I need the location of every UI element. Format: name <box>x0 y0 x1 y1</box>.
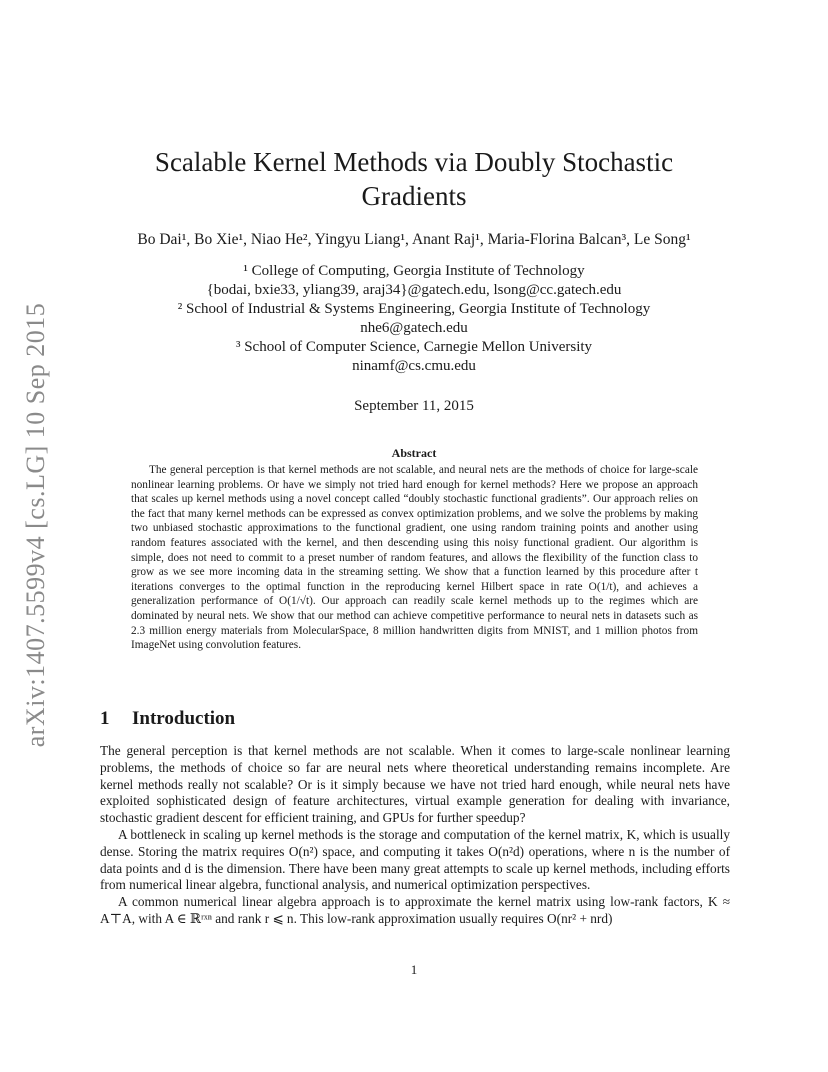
page-number: 1 <box>410 962 418 977</box>
section-title: Introduction <box>132 708 236 729</box>
author-list: Bo Dai¹, Bo Xie¹, Niao He², Yingyu Liang¹, Anant Raj¹, Maria-Florina Balcan³, Le Song¹ <box>137 231 691 248</box>
paragraph: A bottleneck in scaling up kernel methods is the storage and computation of the kernel matrix, K, which is usually dense. Storing the matrix requires O(n²) space, and computing it takes O(n²d) operations, where n is the number of data points and d is the dimension. There have been many great attempts to scale up kernel methods, including efforts from numerical linear algebra, functional analysis, and numerical optimization perspectives. <box>100 826 730 893</box>
arxiv-stamp-text: arXiv:1407.5599v4 [cs.LG] 10 Sep 2015 <box>21 302 50 748</box>
section-number: 1 <box>100 708 110 729</box>
affiliation-line: ³ School of Computer Science, Carnegie Mellon University <box>235 339 593 355</box>
affiliation-email[interactable]: {bodai, bxie33, yliang39, araj34}@gatech.edu, lsong@cc.gatech.edu <box>206 282 622 298</box>
paragraph: The general perception is that kernel methods are not scalable. When it comes to large-scale nonlinear learning problems, the methods of choice so far are neural nets where theoretical understanding remains incomplete. Are kernel methods really not scalable? Or is it simply because we have not tried hard enough, while neural nets have exploited sophisticated design of feature architectures, virtual example generation for dealing with invariance, stochastic gradient descent for efficient training, and GPUs for further speedup? <box>100 743 730 826</box>
abstract-heading: Abstract <box>391 446 437 460</box>
affiliation-line: ² School of Industrial & Systems Engineering, Georgia Institute of Technology <box>177 301 651 317</box>
affiliation-email[interactable]: nhe6@gatech.edu <box>360 320 468 336</box>
affiliations <box>100 262 728 376</box>
paper-title: Scalable Kernel Methods via Doubly Stochastic Gradients <box>154 147 674 211</box>
affiliation-line: ¹ College of Computing, Georgia Institute of Technology <box>243 263 585 279</box>
paper-date: September 11, 2015 <box>354 398 474 414</box>
paragraph: A common numerical linear algebra approach is to approximate the kernel matrix using low-rank factors, K ≈ A⊤A, with A ∈ ℝʳˣⁿ and rank r ⩽ n. This low-rank approximation usually requires O(nr² + nrd) <box>100 894 730 926</box>
section-heading <box>100 708 235 730</box>
arxiv-stamp <box>16 290 56 760</box>
abstract-text: The general perception is that kernel methods are not scalable, and neural nets are the methods of choice for large-scale nonlinear learning problems. Or have we simply not tried hard enough for kernel methods? Here we propose an approach that scales up kernel methods using a novel concept called “doubly stochastic functional gradients”. Our approach relies on the fact that many kernel methods can be expressed as convex optimization problems, and we solve the problems by making two unbiased stochastic approximations to the functional gradient, one using random training points and another using random features associated with the kernel, and then descending using this noisy functional gradient. Our algorithm is simple, does not need to commit to a preset number of random features, and allows the flexibility of the function class to grow as we see more incoming data in the streaming setting. We show that a function learned by this procedure after t iterations converges to the optimal function in the reproducing kernel Hilbert space in rate O(1/t), and achieves a generalization performance of O(1/√t). Our approach can readily scale kernel methods up to the regimes which are dominated by neural nets. We show that our method can achieve competitive performance to neural nets in datasets such as 2.3 million energy materials from MolecularSpace, 8 million handwritten digits from MNIST, and 1 million photos from ImageNet using convolution features. <box>131 464 698 652</box>
affiliation-email[interactable]: ninamf@cs.cmu.edu <box>352 358 476 374</box>
introduction-body <box>100 743 730 928</box>
